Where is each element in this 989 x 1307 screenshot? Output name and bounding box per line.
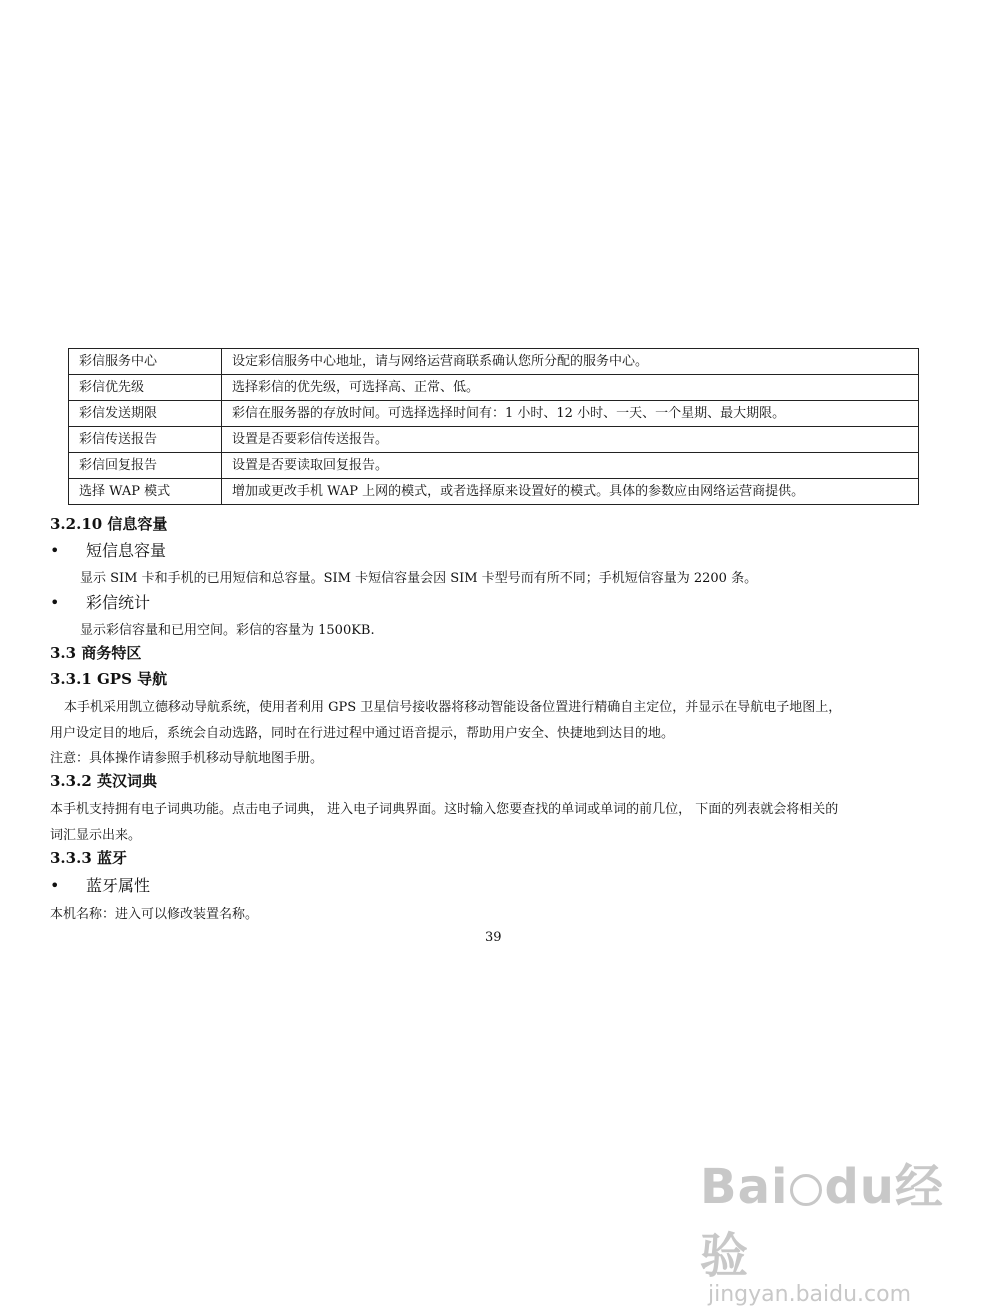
paragraph: 本手机支持拥有电子词典功能。点击电子词典， 进入电子词典界面。这时输入您要查找的单词或单词的前几位， 下面的列表就会将相关的 (50, 802, 839, 817)
paragraph: 显示彩信容量和已用空间。彩信的容量为 1500KB. (80, 623, 375, 638)
paragraph: 词汇显示出来。 (50, 828, 142, 843)
page-number: 39 (485, 930, 502, 945)
section-heading-3-3-2: 3.3.2 英汉词典 (50, 772, 157, 790)
baidu-logo: Bai du经验 (700, 1159, 944, 1284)
setting-description: 选择彩信的优先级，可选择高、正常、低。 (222, 375, 919, 401)
table-row (69, 349, 919, 375)
section-heading-3-3: 3.3 商务特区 (50, 644, 142, 662)
bullet-title: 短信息容量 (86, 541, 167, 560)
bullet-item-mms-stats (50, 590, 150, 613)
table-row (69, 375, 919, 401)
bullet-title: 蓝牙属性 (86, 876, 151, 895)
setting-description: 增加或更改手机 WAP 上网的模式，或者选择原来设置好的模式。具体的参数应由网络运营商提供。 (222, 479, 919, 505)
setting-name: 彩信传送报告 (69, 427, 222, 453)
watermark-site: jingyan.baidu.com (708, 1282, 912, 1307)
setting-name: 彩信优先级 (69, 375, 222, 401)
paw-icon (790, 1174, 822, 1206)
mms-settings-table (68, 348, 919, 505)
paragraph: 显示 SIM 卡和手机的已用短信和总容量。SIM 卡短信容量会因 SIM 卡型号而有所不同；手机短信容量为 2200 条。 (80, 571, 758, 586)
section-heading-3-2-10: 3.2.10 信息容量 (50, 515, 168, 533)
bullet-item-bluetooth-properties (50, 873, 150, 896)
note: 注意：具体操作请参照手机移动导航地图手册。 (50, 751, 324, 766)
setting-name: 彩信服务中心 (69, 349, 222, 375)
setting-description: 设置是否要读取回复报告。 (222, 453, 919, 479)
setting-description: 设定彩信服务中心地址，请与网络运营商联系确认您所分配的服务中心。 (222, 349, 919, 375)
paragraph: 本手机采用凯立德移动导航系统，使用者利用 GPS 卫星信号接收器将移动智能设备位置进行精确自主定位，并显示在导航电子地图上， (64, 700, 842, 715)
bullet-icon: • (50, 876, 60, 895)
table-row (69, 427, 919, 453)
table-row (69, 453, 919, 479)
paragraph: 用户设定目的地后，系统会自动选路，同时在行进过程中通过语音提示，帮助用户安全、快捷地到达目的地。 (50, 726, 675, 741)
section-heading-3-3-1: 3.3.1 GPS 导航 (50, 670, 168, 688)
bullet-icon: • (50, 593, 60, 612)
bullet-title: 彩信统计 (86, 593, 151, 612)
setting-name: 彩信回复报告 (69, 453, 222, 479)
paragraph: 本机名称：进入可以修改装置名称。 (50, 907, 259, 922)
setting-description: 设置是否要彩信传送报告。 (222, 427, 919, 453)
bullet-icon: • (50, 541, 60, 560)
bullet-item-sms-capacity (50, 538, 166, 561)
table-row (69, 479, 919, 505)
setting-description: 彩信在服务器的存放时间。可选择选择时间有：1 小时、12 小时、一天、一个星期、最大期限。 (222, 401, 919, 427)
setting-name: 彩信发送期限 (69, 401, 222, 427)
section-heading-3-3-3: 3.3.3 蓝牙 (50, 849, 127, 867)
table-row (69, 401, 919, 427)
setting-name: 选择 WAP 模式 (69, 479, 222, 505)
baidu-jingyan-watermark (700, 1148, 989, 1307)
